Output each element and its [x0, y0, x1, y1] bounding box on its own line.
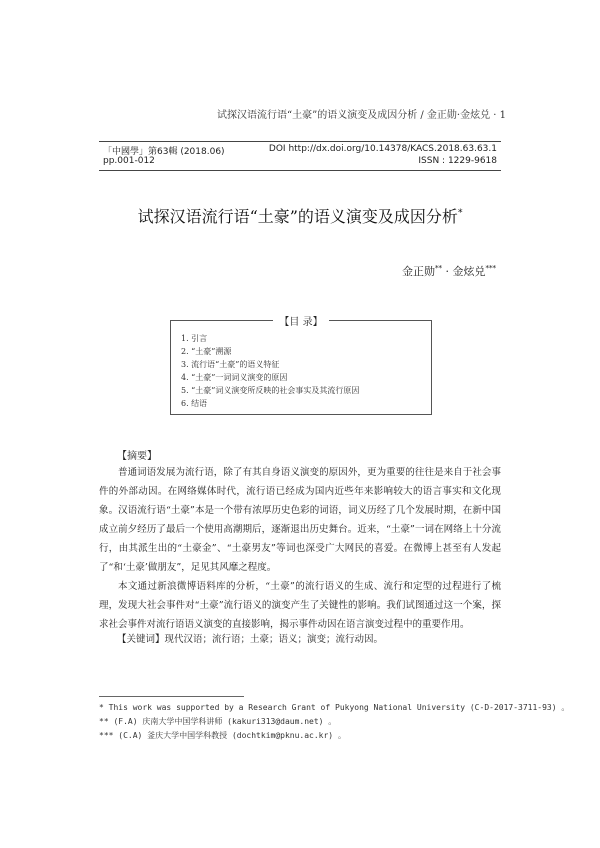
doi-text: DOI http://dx.doi.org/10.14378/KACS.2018.63.63.1	[268, 144, 497, 154]
author-1-mark: **	[435, 264, 442, 273]
abstract-paragraph-1: 普通词语发展为流行语，除了有其自身语义演变的原因外，更为重要的往往是来自于社会事件的外部动因。在网络媒体时代，流行语已经成为国内近些年来影响较大的语言事实和文化现象。汉语流行语“土豪”本是一个带有浓厚历史色彩的词语，词义历经了几个发展时期，在新中国成立前夕经历了最后一个使用高潮期后，逐渐退出历史舞台。近来，“土豪”一词在网络上十分流行，由其派生出的“土豪金”、“土豪男友”等词也深受广大网民的喜爱。在微博上甚至有人发起了“和‘土豪’做朋友”，足见其风靡之程度。	[99, 467, 501, 573]
author-2-mark: ***	[485, 264, 496, 273]
journal-volume: 「中國學」第63輯 (2018.06)	[103, 147, 225, 157]
author-1: 金正勋	[402, 265, 435, 278]
abstract-paragraph-2: 本文通过新浪微博语料库的分析，“土豪”的流行语义的生成、流行和定型的过程进行了梳理，发现大社会事件对“土豪”流行语义的演变产生了关键性的影响。我们试图通过这一个案，探求社会事件对流行语语义演变的直接影响，揭示事件动因在语言演变过程中的重要作用。	[99, 581, 501, 630]
toc-item-1: 1. 引言	[181, 334, 208, 343]
keywords: 【关键词】现代汉语；流行语；土豪；语义；演变；流行动因。	[117, 634, 384, 645]
author-separator: ·	[442, 265, 453, 278]
footnote-2: ** (F.A) 庆南大学中国学科讲师 (kakuri313@daum.net) 。	[99, 717, 337, 726]
footnote-3: *** (C.A) 釜庆大学中国学科教授 (dochtkim@pknu.ac.kr) 。	[99, 731, 346, 740]
toc-item-2: 2. “土豪”溯源	[181, 347, 232, 356]
footnote-1: * This work was supported by a Research Grant of Pukyong National University (C-D-2017-3711-93) 。	[99, 703, 570, 712]
running-head: 试探汉语流行语“土豪”的语义演变及成因分析 / 金正勋·金炫兑 · 1	[216, 110, 506, 121]
toc-title-text: 【目 录】	[273, 317, 328, 328]
toc-item-5: 5. “土豪”词义演变所反映的社会事实及其流行原因	[181, 386, 360, 395]
paper-title-text: 试探汉语流行语“土豪”的语义演变及成因分析	[137, 207, 458, 226]
author-2: 金炫兑	[452, 265, 486, 278]
abstract-body	[99, 463, 501, 634]
header-rule-bottom	[99, 170, 501, 171]
page-range: pp.001-012	[103, 156, 155, 166]
title-footnote-mark: *	[457, 208, 463, 219]
paper-title	[0, 204, 600, 227]
abstract-label: 【摘要】	[117, 451, 157, 462]
toc-item-3: 3. 流行语“土豪”的语义特征	[181, 360, 280, 369]
header-rule-top	[99, 141, 501, 142]
author-line	[402, 263, 496, 279]
toc-item-6: 6. 结语	[181, 399, 208, 408]
footnote-rule	[99, 696, 244, 697]
issn-text: ISSN : 1229-9618	[418, 156, 497, 166]
toc-list	[181, 332, 359, 410]
toc-item-4: 4. “土豪”一词词义演变的原因	[181, 373, 288, 382]
toc-title	[171, 313, 431, 328]
table-of-contents	[170, 317, 432, 415]
